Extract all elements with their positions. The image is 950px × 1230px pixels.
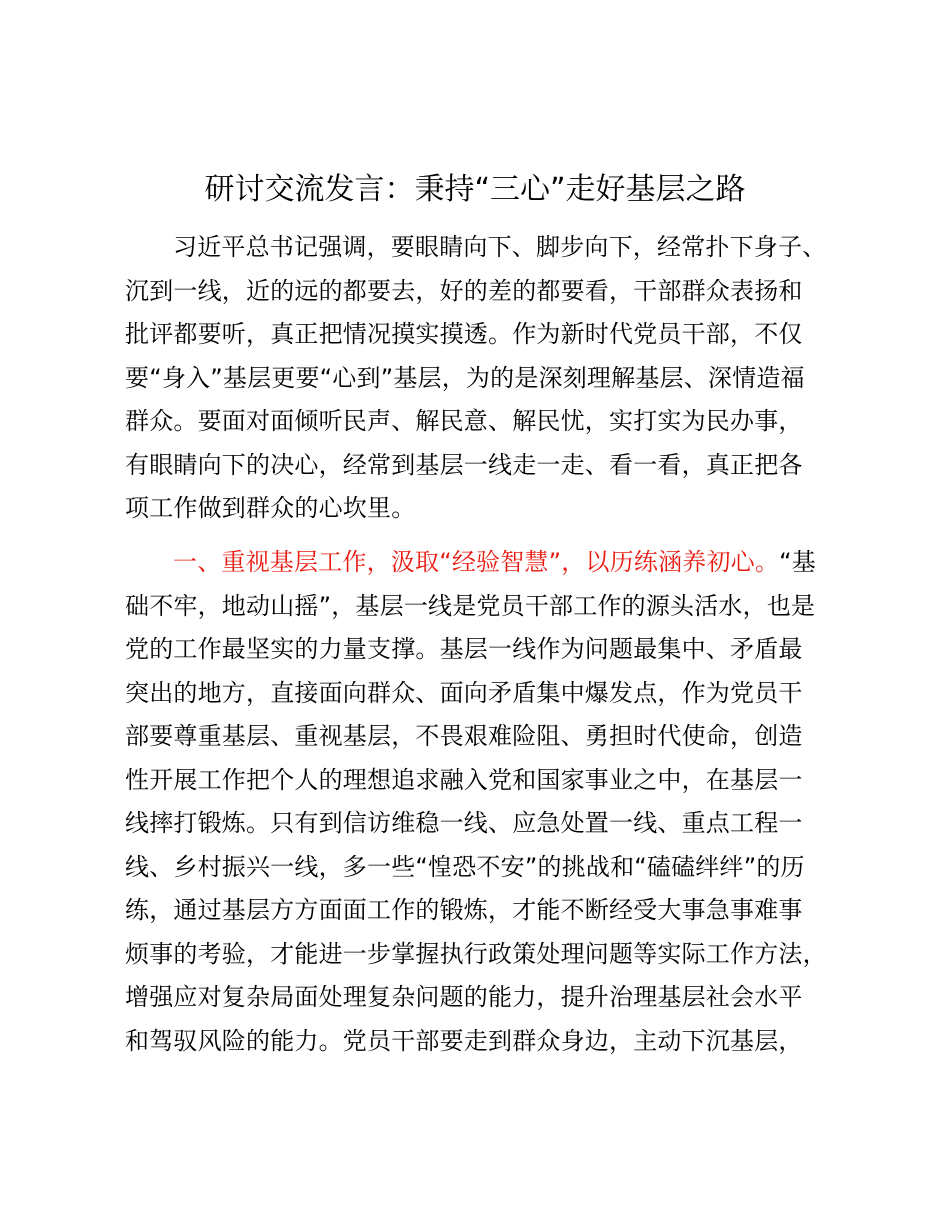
text-line: 础不牢，地动山摇”，基层一线是党员干部工作的源头活水，也是 [125,591,816,620]
text-line: 烦事的考验，才能进一步掌握执行政策处理问题等实际工作方法， [125,939,827,968]
document-title: 研讨交流发言：秉持“三心”走好基层之路 [204,172,746,207]
section-heading: 一、重视基层工作，汲取“经验智慧”，以历练涵养初心。 [173,548,780,576]
text-line: 性开展工作把个人的理想追求融入党和国家事业之中，在基层一 [125,765,803,794]
text-line: 线摔打锻炼。只有到信访维稳一线、应急处置一线、重点工程一 [125,809,803,837]
text-line: 批评都要听，真正把情况摸实摸透。作为新时代党员干部，不仅 [125,320,803,348]
text-line: 突出的地方，直接面向群众、面向矛盾集中爆发点，作为党员干 [125,678,803,707]
text-line: 练，通过基层方方面面工作的锻炼，才能不断经受大事急事难事 [125,896,803,924]
text-line: 增强应对复杂局面处理复杂问题的能力，提升治理基层社会水平 [125,983,803,1011]
text-line: 部要尊重基层、重视基层，不畏艰难险阻、勇担时代使命，创造 [125,722,803,750]
paragraph-section-one [125,541,835,1063]
text-line: 项工作做到群众的心坎里。 [125,494,416,522]
text-line [125,541,835,585]
text-line: 习近平总书记强调，要眼睛向下、脚步向下，经常扑下身子、 [173,233,827,261]
text-line: 沉到一线，近的远的都要去，好的差的都要看，干部群众表扬和 [125,276,803,305]
text-line: 要“身入”基层更要“心到”基层，为的是深刻理解基层、深情造福 [125,363,805,392]
text-line: 党的工作最坚实的力量支撑。基层一线作为问题最集中、矛盾最 [125,635,803,663]
text-line: 有眼睛向下的决心，经常到基层一线走一走、看一看，真正把各 [125,450,803,479]
paragraph-intro [125,226,835,531]
text-line: 群众。要面对面倾听民声、解民意、解民忧，实打实为民办事， [125,407,803,435]
text-run: “基 [779,548,816,576]
text-line: 线、乡村振兴一线，多一些“惶恐不安”的挑战和“磕磕绊绊”的历 [125,852,805,881]
text-line: 和驾驭风险的能力。党员干部要走到群众身边，主动下沉基层， [125,1026,803,1055]
